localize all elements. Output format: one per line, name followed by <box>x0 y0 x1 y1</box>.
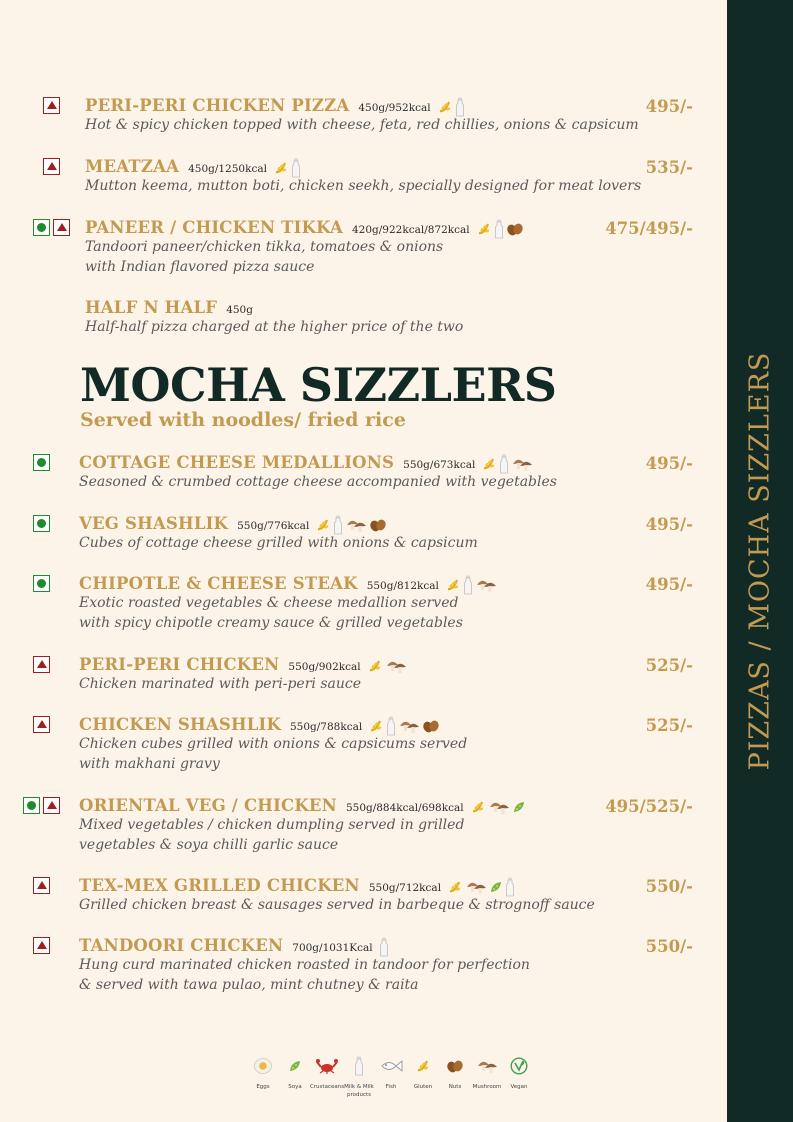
item-name-line <box>79 715 442 736</box>
item-description-line: Grilled chicken breast & sausages served in barbeque & strognoff sauce <box>79 897 595 913</box>
legend-item <box>439 1054 471 1099</box>
item-name: HALF N HALF <box>85 298 218 317</box>
nuts-icon <box>422 715 442 734</box>
item-description <box>79 675 361 695</box>
item-description-line: Hot & spicy chicken topped with cheese, feta, red chillies, onions & capsicum <box>85 117 639 133</box>
item-description-line: with Indian flavored pizza sauce <box>85 258 315 275</box>
legend-item <box>375 1054 407 1099</box>
legend-label: Soya <box>288 1084 302 1090</box>
gluten-icon <box>315 514 333 533</box>
allergen-legend <box>247 1054 535 1099</box>
nonveg-mark-icon <box>43 158 60 175</box>
nonveg-mark-icon <box>33 656 50 673</box>
item-price: 475/495/- <box>605 219 693 238</box>
item-name-line <box>85 157 303 178</box>
menu-item <box>0 715 727 775</box>
legend-label: Eggs <box>256 1084 270 1090</box>
milk-icon <box>386 715 398 734</box>
soya-icon <box>489 876 505 895</box>
legend-item <box>471 1054 503 1099</box>
item-name-line <box>79 876 517 897</box>
nonveg-mark-icon <box>33 877 50 894</box>
legend-label: Milk & Milk products <box>344 1084 374 1098</box>
item-name-line <box>79 574 499 595</box>
gluten-icon <box>447 876 465 895</box>
item-description <box>79 594 463 633</box>
vegan-icon <box>510 1054 528 1078</box>
item-weight-kcal: 550g/884kcal/698kcal <box>345 802 464 814</box>
item-description <box>79 816 464 855</box>
sidebar-title: PIZZAS / MOCHA SIZZLERS <box>744 351 776 771</box>
mushroom-icon <box>345 514 369 533</box>
menu-item <box>0 655 727 715</box>
veg-mark-icon <box>23 797 40 814</box>
legend-label: Gluten <box>413 1084 433 1090</box>
item-price: 550/- <box>645 937 693 956</box>
mushroom-icon <box>465 876 489 895</box>
item-description-line: Hung curd marinated chicken roasted in tandoor for perfection <box>79 957 530 973</box>
item-name-line <box>85 218 526 239</box>
item-description <box>85 177 641 197</box>
soya-icon <box>512 797 528 816</box>
item-description-line: Mixed vegetables / chicken dumpling served in grilled <box>79 817 465 833</box>
veg-mark-icon <box>33 515 50 532</box>
item-name: VEG SHASHLIK <box>79 514 229 533</box>
item-description <box>79 896 595 916</box>
gluten-icon <box>415 1054 431 1078</box>
milk-icon <box>455 96 467 115</box>
item-weight-kcal: 700g/1031Kcal <box>292 942 373 954</box>
legend-item <box>407 1054 439 1099</box>
item-description <box>79 956 530 995</box>
milk-icon <box>463 574 475 593</box>
item-price: 535/- <box>645 158 693 177</box>
item-name: MEATZAA <box>85 157 180 176</box>
item-name-line <box>85 96 467 117</box>
milk-icon <box>333 514 345 533</box>
item-price: 525/- <box>645 656 693 675</box>
item-weight-kcal: 550g/812kcal <box>366 580 439 592</box>
legend-item <box>503 1054 535 1099</box>
mushroom-icon <box>476 1054 498 1078</box>
item-weight-kcal: 450g <box>226 304 253 316</box>
mushroom-icon <box>385 656 409 675</box>
section-subtitle: Served with noodles/ fried rice <box>80 409 406 431</box>
menu-item <box>0 453 727 513</box>
gluten-icon <box>481 453 499 472</box>
item-price: 495/- <box>645 575 693 594</box>
item-name-line <box>79 655 409 675</box>
item-price: 495/- <box>645 97 693 116</box>
item-name-line <box>85 298 253 317</box>
item-description <box>85 116 639 136</box>
legend-label: Fish <box>385 1084 397 1090</box>
milk-icon <box>354 1054 364 1078</box>
item-description-line: Chicken cubes grilled with onions & capsicums served <box>79 736 468 752</box>
item-weight-kcal: 420g/922kcal/872kcal <box>352 224 470 236</box>
item-description <box>85 318 463 338</box>
menu-item <box>0 96 727 156</box>
legend-item <box>311 1054 343 1099</box>
item-name: CHICKEN SHASHLIK <box>79 715 281 734</box>
legend-item <box>343 1054 375 1099</box>
item-price: 495/- <box>645 515 693 534</box>
item-weight-kcal: 450g/952kcal <box>358 102 431 114</box>
mushroom-icon <box>398 715 422 734</box>
menu-item <box>0 574 727 634</box>
nonveg-mark-icon <box>43 97 60 114</box>
gluten-icon <box>367 656 385 675</box>
item-price: 525/- <box>645 716 693 735</box>
gluten-icon <box>470 797 488 816</box>
nuts-icon <box>506 218 526 237</box>
menu-item <box>0 514 727 574</box>
item-description <box>79 473 557 493</box>
item-description-line: Chicken marinated with peri-peri sauce <box>79 676 362 692</box>
item-weight-kcal: 550g/788kcal <box>290 721 363 733</box>
soya-icon <box>288 1054 302 1078</box>
item-description-line: with makhani gravy <box>79 755 220 772</box>
item-description <box>79 735 467 774</box>
milk-icon <box>505 876 517 895</box>
item-description-line: Half-half pizza charged at the higher price of the two <box>85 319 464 335</box>
section-title: MOCHA SIZZLERS <box>80 358 557 412</box>
item-name-line <box>79 453 535 474</box>
legend-label: Vegan <box>510 1084 528 1090</box>
gluten-icon <box>445 574 463 593</box>
menu-item <box>0 157 727 217</box>
nonveg-mark-icon <box>33 937 50 954</box>
veg-mark-icon <box>33 575 50 592</box>
item-name: PERI-PERI CHICKEN PIZZA <box>85 96 350 115</box>
item-price: 495/- <box>645 454 693 473</box>
mushroom-icon <box>475 574 499 593</box>
item-name-line <box>79 514 389 535</box>
nuts-icon <box>369 514 389 533</box>
item-weight-kcal: 550g/902kcal <box>288 661 361 673</box>
nonveg-mark-icon <box>53 219 70 236</box>
veg-mark-icon <box>33 454 50 471</box>
item-name-line <box>79 796 528 816</box>
item-weight-kcal: 550g/673kcal <box>403 459 476 471</box>
item-weight-kcal: 550g/776kcal <box>237 520 310 532</box>
nonveg-mark-icon <box>33 716 50 733</box>
item-name: COTTAGE CHEESE MEDALLIONS <box>79 453 395 472</box>
item-weight-kcal: 550g/712kcal <box>368 882 442 894</box>
milk-icon <box>291 157 303 176</box>
gluten-icon <box>273 157 291 176</box>
item-description-line: Mutton keema, mutton boti, chicken seekh, specially designed for meat lovers <box>85 178 642 194</box>
milk-icon <box>379 936 391 955</box>
item-description-line: Cubes of cottage cheese grilled with onions & capsicum <box>79 535 478 551</box>
item-name: TANDOORI CHICKEN <box>79 936 284 955</box>
item-description-line: Exotic roasted vegetables & cheese medallion served <box>79 595 459 611</box>
eggs-icon <box>253 1054 273 1078</box>
menu-item <box>0 936 727 996</box>
item-name: PANEER / CHICKEN TIKKA <box>85 218 343 237</box>
menu-item <box>0 876 727 936</box>
item-description-line: & served with tawa pulao, mint chutney & raita <box>79 976 419 993</box>
item-description-line: with spicy chipotle creamy sauce & grilled vegetables <box>79 614 463 631</box>
item-description-line: Tandoori paneer/chicken tikka, tomatoes & onions <box>85 239 444 255</box>
legend-item <box>247 1054 279 1099</box>
fish-icon <box>379 1054 403 1078</box>
item-name: TEX-MEX GRILLED CHICKEN <box>79 876 360 895</box>
item-description-line: vegetables & soya chilli garlic sauce <box>79 836 339 853</box>
item-name: ORIENTAL VEG / CHICKEN <box>79 796 337 815</box>
mushroom-icon <box>488 797 512 816</box>
item-weight-kcal: 450g/1250kcal <box>188 163 267 175</box>
item-description-line: Seasoned & crumbed cottage cheese accompanied with vegetables <box>79 474 557 490</box>
item-name-line <box>79 936 391 957</box>
legend-item <box>279 1054 311 1099</box>
gluten-icon <box>368 715 386 734</box>
menu-item <box>0 298 727 358</box>
gluten-icon <box>476 218 494 237</box>
crustaceans-icon <box>316 1054 338 1078</box>
mushroom-icon <box>511 453 535 472</box>
item-name: PERI-PERI CHICKEN <box>79 655 280 674</box>
gluten-icon <box>437 96 455 115</box>
legend-label: Crustaceans <box>309 1084 345 1090</box>
item-description <box>79 534 478 554</box>
item-name: CHIPOTLE & CHEESE STEAK <box>79 574 358 593</box>
item-price: 550/- <box>645 877 693 896</box>
nuts-icon <box>446 1054 464 1078</box>
item-price: 495/525/- <box>605 797 693 816</box>
milk-icon <box>494 218 506 237</box>
menu-item <box>0 218 727 278</box>
menu-item <box>0 796 727 856</box>
legend-label: Nuts <box>448 1084 462 1090</box>
legend-label: Mushroom <box>472 1084 502 1090</box>
veg-mark-icon <box>33 219 50 236</box>
item-description <box>85 238 443 277</box>
milk-icon <box>499 453 511 472</box>
nonveg-mark-icon <box>43 797 60 814</box>
